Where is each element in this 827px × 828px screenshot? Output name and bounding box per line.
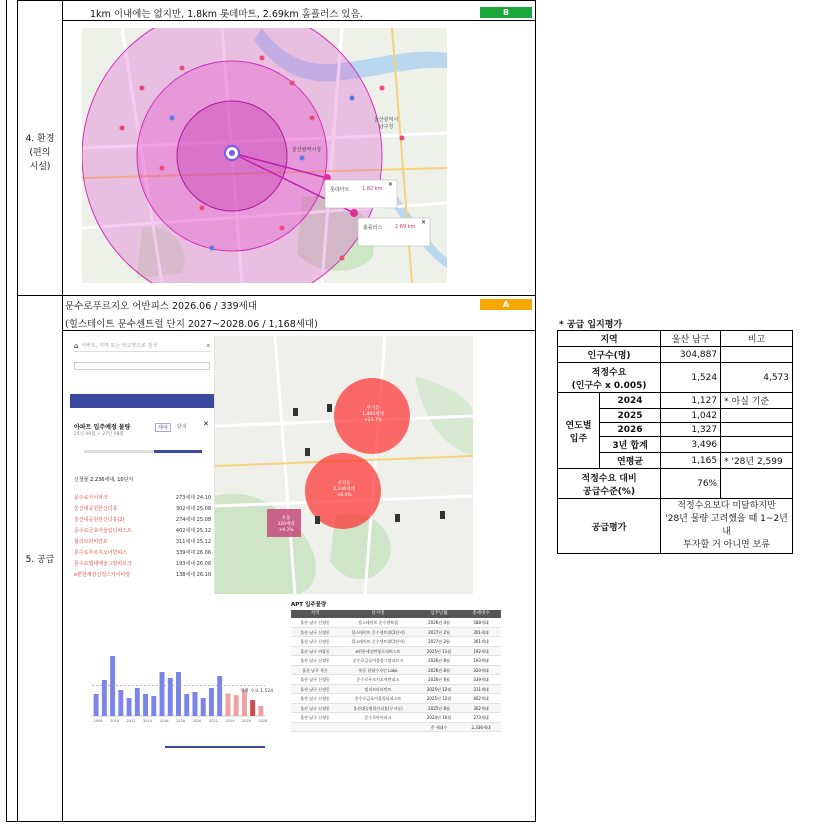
chart-bar xyxy=(250,700,255,716)
supply-map[interactable] xyxy=(215,336,473,594)
supply-list-item-value: 402세대 25.12 xyxy=(175,528,211,534)
eval-year-value: 3,496 xyxy=(661,437,721,453)
chart-x-tick-label: 2018 xyxy=(176,719,185,723)
region-circle-name: 신정동 xyxy=(337,481,351,486)
apt-table-cell: 힐스테이트 문수센트럴(1단지) xyxy=(351,639,405,644)
apt-table-cell: 311세대 xyxy=(473,686,489,692)
region-circle-label[interactable] xyxy=(271,516,301,534)
popup-close-icon[interactable]: ✕ xyxy=(421,219,427,226)
supply-line-2: (힐스테이트 문수센트럴 단지 2027~2028.06 / 1,168세대) xyxy=(65,319,318,330)
chart-bar xyxy=(118,690,123,716)
apt-table-row xyxy=(291,637,501,647)
environment-grade-badge: B xyxy=(480,7,532,18)
chart-bar xyxy=(193,692,198,716)
chart-bar xyxy=(176,672,181,716)
app-total: 신청물 2,236세대, 10단지 xyxy=(74,477,134,483)
eval-population-value: 304,887 xyxy=(661,347,721,363)
eval-result-value: 적정수요보다 미달하지만 '28년 물량 고려했을 때 1~2년 내 투자할 거 아니면 보류 xyxy=(661,499,793,554)
apt-table-cell: 2026년 8월 xyxy=(428,658,450,663)
apt-table-cell: 빌리브라비반트 xyxy=(364,686,392,692)
region-circle-name: 옥동 xyxy=(281,516,291,521)
eval-demand-label: 적정수요 (인구수 x 0.005) xyxy=(558,363,661,393)
apt-table-row xyxy=(291,694,501,704)
chart-x-tick-label: 2008 xyxy=(93,719,103,723)
apt-table-cell: 울산 남구 야음동 xyxy=(300,648,330,654)
supply-list-item-name: 문수로엘대예술그랑파르크 xyxy=(74,561,132,567)
apt-table-row xyxy=(291,685,501,695)
supply-list-item-value: 193세대 26.08 xyxy=(175,561,211,567)
apt-table-row xyxy=(291,628,501,638)
eval-year: 연평균 xyxy=(600,453,661,469)
period-slider[interactable] xyxy=(84,450,202,453)
eval-year-value: 1,042 xyxy=(661,409,721,423)
apt-table-cell: 301세대 xyxy=(473,639,489,644)
frame-left-col xyxy=(17,0,18,822)
popup-store-1-name: 롯데마트 xyxy=(330,187,350,193)
region-circle-name: 무거동 xyxy=(366,406,380,411)
apt-table-cell: 옥동 한양수자인 Lake xyxy=(358,667,398,673)
supply-list-item-name: e편한세상신정스카이마랑 xyxy=(74,572,131,578)
app-tab-complexes[interactable]: 단지 xyxy=(177,424,187,430)
chart-bar xyxy=(94,694,99,716)
close-icon[interactable]: ✕ xyxy=(203,420,209,428)
chart-bar xyxy=(225,693,230,716)
apt-table-cell: 문수로푸르지오어반피스 xyxy=(356,677,400,682)
chart-x-tick-label: 2016 xyxy=(159,719,169,723)
apt-table-cell: 2026년 4월 xyxy=(428,620,450,625)
apt-table-header-cell: 지역 xyxy=(310,611,320,616)
eval-ratio-value: 76% xyxy=(661,469,721,499)
chart-x-tick-label: 2028 xyxy=(258,719,268,723)
eval-year-note: * '28년 2,599 xyxy=(721,453,793,469)
chart-x-tick-label: 2026 xyxy=(241,719,251,723)
apt-table-cell: 힐스테이트 문수센트럴(2단지) xyxy=(351,629,405,635)
chart-x-tick-label: 2020 xyxy=(192,719,202,723)
apt-table-row xyxy=(291,656,501,666)
apt-table-cell: 울산 남구 신정동 xyxy=(300,677,330,682)
frame-left-outer xyxy=(6,0,7,822)
chart-bar xyxy=(143,694,148,716)
apt-table-cell: 320세대 xyxy=(473,667,489,673)
apt-table-cell: 302세대 xyxy=(473,705,489,711)
eval-year: 2025 xyxy=(600,409,661,423)
apt-table-row xyxy=(291,723,501,733)
map-label-district-office: 울산광역시 남구청 xyxy=(374,117,399,130)
apt-table-cell: 2025년 12월 xyxy=(426,696,452,701)
apt-table-row xyxy=(291,675,501,685)
eval-year-value: 1,327 xyxy=(661,423,721,437)
supply-list-item-name: 울산대공원한신더휴 xyxy=(74,506,118,512)
eval-year: 3년 합계 xyxy=(600,437,661,453)
app-tab-units[interactable]: 세대 xyxy=(155,423,171,432)
chart-x-tick-label: 2014 xyxy=(143,719,152,723)
apt-table-cell: 2026년 6월 xyxy=(428,677,450,682)
popup-close-icon[interactable]: ✕ xyxy=(388,181,394,188)
app-section-title: 아파트 입주예정 물량 xyxy=(74,424,131,431)
apt-table-cell: 193세대 xyxy=(473,658,489,663)
apt-table-header-cell: 총세대수 xyxy=(472,611,490,616)
apt-table-cell: 2025년 11월 xyxy=(426,648,452,654)
chart-bar xyxy=(168,678,173,716)
apt-table-cell: 울산 남구 옥동 xyxy=(302,667,328,673)
region-circle-value: 320세대 xyxy=(277,522,295,527)
eval-year: 2026 xyxy=(600,423,661,437)
chart-x-tick-label: 2024 xyxy=(225,719,235,723)
apt-table-cell: 문수로금호어울림그랑파르크 xyxy=(352,658,404,663)
supply-list-item-value: 138세대 26.10 xyxy=(175,572,211,578)
chart-bar xyxy=(151,696,156,716)
supply-grade-badge: A xyxy=(480,299,532,310)
apt-table-cell: 273세대 xyxy=(473,715,489,720)
map-label-city-hall: 울산광역시청 xyxy=(292,147,321,153)
popup-store-2-dist: 2.69 km xyxy=(395,224,416,230)
supply-list-item[interactable] xyxy=(74,538,211,545)
eval-year-note xyxy=(721,409,793,423)
apt-table-cell: 339세대 xyxy=(473,677,489,682)
evaluation-title: * 공급 입지평가 xyxy=(559,320,623,330)
chart-bar xyxy=(217,676,222,716)
apt-table-header-cell: 단지명 xyxy=(371,611,385,616)
apt-app-panel xyxy=(70,336,215,594)
app-section-subtitle: 24년 09월 ~ 27년 08월 xyxy=(74,432,124,437)
apt-move-in-table-panel xyxy=(287,596,505,746)
eval-year-note: * 아실 기준 xyxy=(721,393,793,409)
chart-bar xyxy=(184,694,189,716)
apt-table-header xyxy=(291,610,501,618)
supply-list-item[interactable] xyxy=(74,505,211,512)
supply-list-item-value: 273세대 24.10 xyxy=(175,495,211,501)
supply-list-item-value: 339세대 26.06 xyxy=(175,550,211,556)
supply-list-item[interactable] xyxy=(74,516,211,523)
supply-list-item[interactable] xyxy=(74,560,211,567)
popup-store-1-dist: 1.82 km xyxy=(362,186,383,192)
chart-bar xyxy=(160,672,165,716)
apt-table-row xyxy=(291,647,501,657)
eval-header-note: 비고 xyxy=(721,331,793,347)
eval-yearly-label: 연도별 입주 xyxy=(558,393,600,469)
region-circle-value: 1,464세대 xyxy=(362,412,384,417)
supply-text-underline xyxy=(62,330,536,331)
chart-range-slider[interactable] xyxy=(165,746,265,748)
apt-table-cell: 울산 남구 신정동 xyxy=(300,620,330,625)
region-circle-label[interactable] xyxy=(329,481,359,499)
eval-year-note xyxy=(721,423,793,437)
apt-table-cell: e편한세상번영로리버스트 xyxy=(355,648,401,654)
apt-table-cell: 문수로금호어울림더퍼스트 xyxy=(354,696,402,701)
apt-table-cell: 301세대 xyxy=(473,629,489,635)
eval-demand-note: 4,573 xyxy=(721,363,793,393)
apt-supply-list xyxy=(70,494,215,594)
eval-result-label: 공급평가 xyxy=(558,499,661,554)
supply-list-item-name: 문수로아이파크 xyxy=(74,495,108,501)
supply-list-item[interactable] xyxy=(74,494,211,501)
home-icon[interactable]: ⌂ xyxy=(74,341,79,350)
env-text-underline xyxy=(62,20,536,21)
supply-list-item[interactable] xyxy=(74,527,211,534)
frame-top xyxy=(17,0,536,1)
supply-list-item-name: 문수로금호어울림더퍼스트 xyxy=(74,528,132,534)
eval-year-value: 1,165 xyxy=(661,453,721,469)
frame-label-col xyxy=(62,0,63,822)
frame-bottom xyxy=(6,821,536,822)
region-circle-pct: +4.2% xyxy=(278,528,294,533)
supply-list-item-value: 311세대 25.12 xyxy=(175,539,211,545)
chart-bar xyxy=(258,706,263,716)
chart-x-tick-label: 2022 xyxy=(208,719,218,723)
environment-label: 4. 환경 (편의 시설) xyxy=(25,134,55,172)
apt-table-cell: 총 세대수 xyxy=(430,724,448,730)
apt-table-cell: 2027년 2월 xyxy=(428,639,450,644)
apt-table-cell: 울산 남구 신정동 xyxy=(300,705,330,711)
chart-bar xyxy=(135,688,140,716)
supply-list-item-name: 월리브라비반트 xyxy=(74,539,108,545)
apt-table-cell: 2024년 10월 xyxy=(426,715,452,720)
supply-chart-panel xyxy=(70,596,275,788)
apt-table-row xyxy=(291,713,501,723)
apt-table-cell: 402세대 xyxy=(473,696,489,701)
apt-table-cell: 울산 남구 신정동 xyxy=(300,658,330,663)
environment-map[interactable] xyxy=(82,28,447,283)
apt-table-cell xyxy=(291,723,339,732)
apt-table-cell: 울산 남구 신정동 xyxy=(300,686,330,692)
supply-list-item[interactable] xyxy=(74,571,211,578)
apt-table-cell: 2,336세대 xyxy=(471,724,491,730)
apt-table-cell: 울산 남구 신정동 xyxy=(300,696,330,701)
chart-bar xyxy=(201,698,206,716)
apt-table-cell: 192세대 xyxy=(473,648,489,654)
apt-table-row xyxy=(291,618,501,628)
supply-list-item-name: 울산대공원한신더휴(2) xyxy=(74,517,125,523)
region-circle-value: 2,236세대 xyxy=(333,487,355,492)
chart-x-tick-label: 2010 xyxy=(110,719,120,723)
apt-table-cell: 2025년 12월 xyxy=(426,686,452,692)
apt-table-header-cell: 입주년월 xyxy=(430,611,448,616)
apt-table-cell: 2027년 2월 xyxy=(428,629,450,635)
chart-bar xyxy=(234,695,239,716)
chart-bar xyxy=(110,656,115,716)
supply-list-item-value: 302세대 25.08 xyxy=(175,506,211,512)
apt-move-in-table xyxy=(291,610,501,732)
apt-table-title: APT 입주물량 xyxy=(291,602,327,608)
apt-table-cell: 울산 남구 신정동 xyxy=(300,715,330,720)
evaluation-table xyxy=(557,330,793,554)
apt-table-cell: 울산 남구 신정동 xyxy=(300,639,330,644)
eval-ratio-label: 적정수요 대비 공급수준(%) xyxy=(558,469,661,499)
frame-right xyxy=(535,0,536,822)
eval-population-label: 인구수(명) xyxy=(558,347,661,363)
chart-bar xyxy=(127,698,132,716)
eval-year-value: 1,127 xyxy=(661,393,721,409)
chart-demand-caption: 적정 수요 1,524 xyxy=(240,689,274,694)
apt-table-cell: 588세대 xyxy=(473,620,489,625)
apt-table-cell xyxy=(339,723,417,732)
apt-table-row xyxy=(291,704,501,714)
region-circle-label[interactable] xyxy=(358,406,388,424)
supply-label: 5. 공급 xyxy=(25,555,55,565)
eval-year: 2024 xyxy=(600,393,661,409)
region-circle-pct: +8.4% xyxy=(336,493,352,498)
apt-table-cell: 울산대공원한신더휴(무거동) xyxy=(353,705,403,711)
search-input[interactable]: 아파트, 지역 또는 학교명으로 검색 xyxy=(81,343,158,349)
supply-list-item-name: 문수로푸르지오어반피스 xyxy=(74,550,128,556)
eval-header-region: 지역 xyxy=(558,331,661,347)
eval-demand-value: 1,524 xyxy=(661,363,721,393)
chart-x-tick-label: 2012 xyxy=(126,719,136,723)
apt-table-cell: 힐스테이트 문수센트럴 xyxy=(358,620,398,625)
eval-header-area: 울산 남구 xyxy=(661,331,721,347)
supply-list-item[interactable] xyxy=(74,549,211,556)
search-icon[interactable]: ⌕ xyxy=(206,341,210,349)
popup-store-2-name: 홈플러스 xyxy=(363,225,383,231)
eval-year-note xyxy=(721,437,793,453)
chart-bar xyxy=(209,688,214,716)
apt-table-cell: 울산 남구 신정동 xyxy=(300,629,330,635)
supply-line-1: 문수로푸르지오 어반피스 2026.06 / 339세대 xyxy=(65,301,257,312)
environment-summary: 1km 이내에는 없지만, 1.8km 롯데마트, 2.69km 홈플러스 있음. xyxy=(90,9,363,20)
row-divider xyxy=(17,295,536,296)
apt-table-cell: 2026년 8월 xyxy=(428,667,450,673)
region-circle-pct: +23.7% xyxy=(363,418,383,423)
supply-list-item-value: 274세대 25.08 xyxy=(175,517,211,523)
apt-table-cell: 문수로아이파크 xyxy=(364,715,392,720)
apt-table-row xyxy=(291,666,501,676)
apt-table-cell: 2025년 8월 xyxy=(428,705,450,711)
